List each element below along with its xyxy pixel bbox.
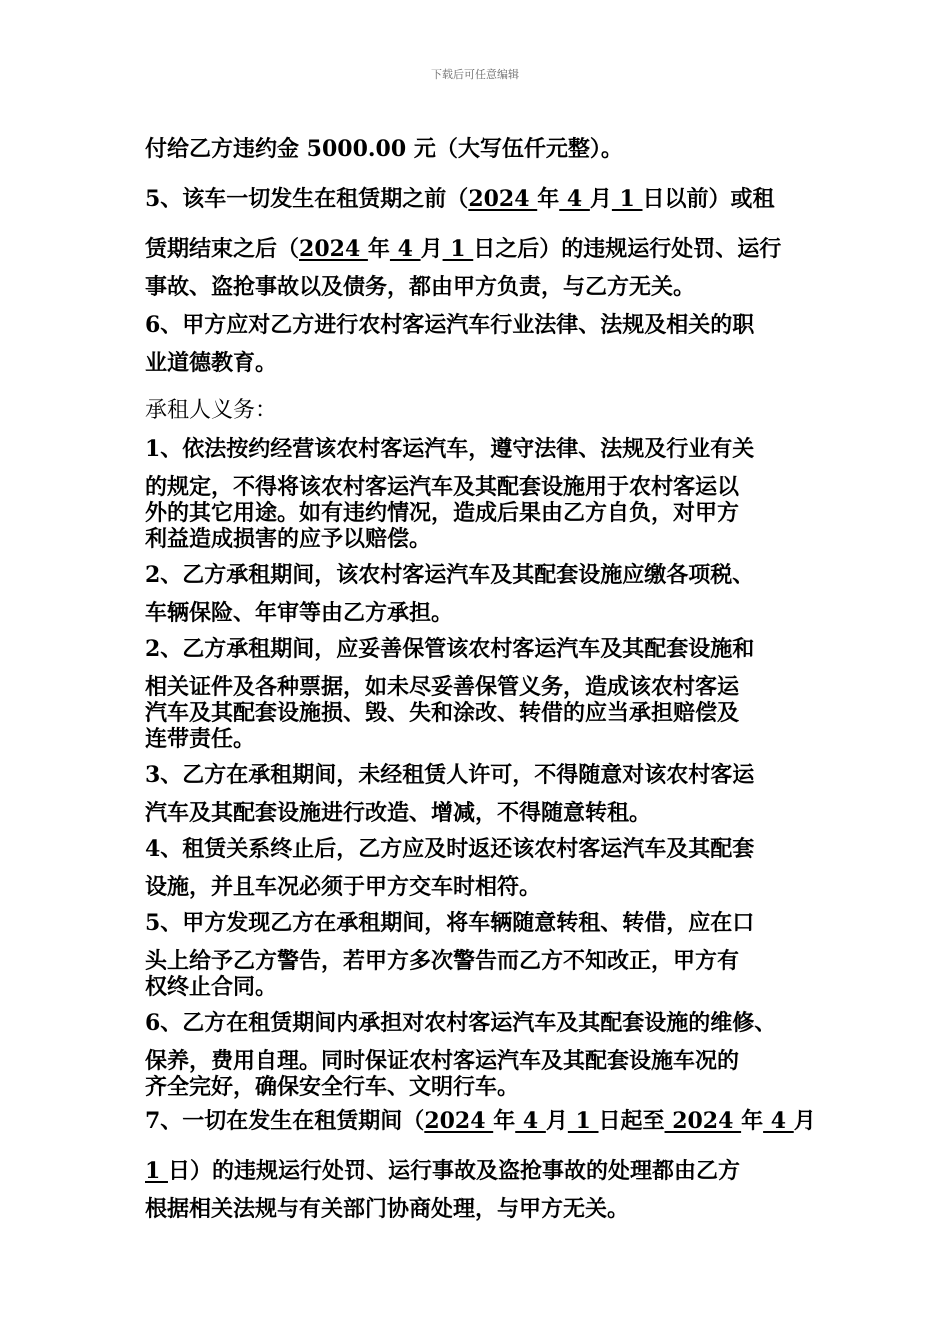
text-segment: 齐全完好，确保安全行车、文明行车。	[145, 1074, 520, 1100]
text-line	[145, 674, 739, 700]
text-segment: 汽车及其配套设施损、毁、失和涂改、转借的应当承担赔偿及	[145, 700, 740, 726]
text-segment: 年	[367, 236, 390, 262]
text-segment: 利益造成损害的应予以赔偿。	[145, 526, 432, 552]
text-segment: 的规定，不得将该农村客运汽车及其配套设施用于农村客运以	[145, 474, 740, 500]
text-line	[145, 500, 739, 526]
filled-blank: 1	[145, 1158, 168, 1184]
text-segment: 赁期结束之后（	[145, 236, 300, 262]
text-segment: 年	[493, 1108, 516, 1134]
text-line	[145, 974, 277, 1000]
text-segment: 7、一切在发生在租赁期间（	[145, 1108, 425, 1134]
text-segment: 6、甲方应对乙方进行农村客运汽车行业法律、法规及相关的职	[145, 312, 755, 338]
filled-blank: 4	[763, 1108, 794, 1134]
text-line	[145, 1048, 739, 1074]
text-segment: 月	[420, 236, 443, 262]
text-line	[145, 726, 255, 752]
section-heading	[145, 398, 277, 424]
text-segment: 日以前）或租	[642, 186, 775, 212]
text-segment: 年	[537, 186, 560, 212]
filled-blank: 2024	[468, 186, 538, 212]
text-line	[145, 186, 775, 212]
filled-blank: 4	[559, 186, 590, 212]
text-segment: 5、该车一切发生在租赁期之前（	[145, 186, 469, 212]
text-segment: 车辆保险、年审等由乙方承担。	[145, 600, 454, 626]
text-line	[145, 1158, 740, 1184]
text-segment: 日）的违规运行处罚、运行事故及盗抢事故的处理都由乙方	[167, 1158, 740, 1184]
text-segment: 月	[793, 1108, 816, 1134]
text-line	[145, 636, 754, 662]
text-segment: 连带责任。	[145, 726, 256, 752]
text-segment: 保养，费用自理。同时保证农村客运汽车及其配套设施车况的	[145, 1048, 740, 1074]
text-line	[145, 1074, 519, 1100]
text-segment: 月	[589, 186, 612, 212]
text-segment: 年	[741, 1108, 764, 1134]
text-line	[145, 948, 739, 974]
text-line	[145, 910, 754, 936]
filled-blank: 2024	[664, 1108, 742, 1134]
filled-blank: 1	[442, 236, 474, 262]
text-segment: 根据相关法规与有关部门协商处理，与甲方无关。	[145, 1196, 630, 1222]
text-segment: 2、乙方承租期间，该农村客运汽车及其配套设施应缴各项税、	[145, 562, 755, 588]
text-segment: 4、租赁关系终止后，乙方应及时返还该农村客运汽车及其配套	[145, 836, 755, 862]
text-line	[145, 136, 623, 162]
text-line	[145, 700, 739, 726]
text-line	[145, 874, 541, 900]
filled-blank: 4	[515, 1108, 546, 1134]
text-segment: 权终止合同。	[145, 974, 278, 1000]
text-line	[145, 350, 277, 376]
text-line	[145, 562, 754, 588]
text-segment: 头上给予乙方警告，若甲方多次警告而乙方不知改正，甲方有	[145, 948, 740, 974]
text-line	[145, 1010, 776, 1036]
text-line	[145, 800, 651, 826]
text-line	[145, 474, 739, 500]
text-line	[145, 762, 754, 788]
page-header: 下载后可任意编辑	[431, 68, 519, 81]
text-line	[145, 836, 754, 862]
filled-blank: 2024	[299, 236, 368, 262]
text-segment: 设施，并且车况必须于甲方交车时相符。	[145, 874, 542, 900]
text-segment: 付给乙方违约金 5000.00 元（大写伍仟元整）。	[145, 136, 623, 162]
text-line	[145, 1196, 629, 1222]
text-line	[145, 274, 695, 300]
text-segment: 承租人义务：	[145, 398, 278, 423]
text-segment: 月	[545, 1108, 568, 1134]
text-segment: 日之后）的违规运行处罚、运行	[473, 236, 782, 262]
filled-blank: 2024	[424, 1108, 494, 1134]
text-line	[145, 312, 754, 338]
text-line	[145, 526, 431, 552]
text-segment: 事故、盗抢事故以及债务，都由甲方负责，与乙方无关。	[145, 274, 696, 300]
text-segment: 日起至	[598, 1108, 665, 1134]
text-line	[145, 236, 781, 262]
filled-blank: 4	[389, 236, 421, 262]
text-segment: 1、依法按约经营该农村客运汽车，遵守法律、法规及行业有关	[145, 436, 755, 462]
text-segment: 相关证件及各种票据，如未尽妥善保管义务，造成该农村客运	[145, 674, 740, 700]
filled-blank: 1	[567, 1108, 599, 1134]
text-segment: 汽车及其配套设施进行改造、增减，不得随意转租。	[145, 800, 652, 826]
filled-blank: 1	[611, 186, 643, 212]
text-segment: 6、乙方在租赁期间内承担对农村客运汽车及其配套设施的维修、	[145, 1010, 777, 1036]
text-segment: 外的其它用途。如有违约情况，造成后果由乙方自负，对甲方	[145, 500, 740, 526]
text-line	[145, 600, 453, 626]
text-segment: 2、乙方承租期间，应妥善保管该农村客运汽车及其配套设施和	[145, 636, 755, 662]
text-line	[145, 1108, 816, 1134]
text-segment: 3、乙方在承租期间，未经租赁人许可，不得随意对该农村客运	[145, 762, 755, 788]
text-line	[145, 436, 754, 462]
text-segment: 业道德教育。	[145, 350, 278, 376]
text-segment: 5、甲方发现乙方在承租期间，将车辆随意转租、转借，应在口	[145, 910, 755, 936]
